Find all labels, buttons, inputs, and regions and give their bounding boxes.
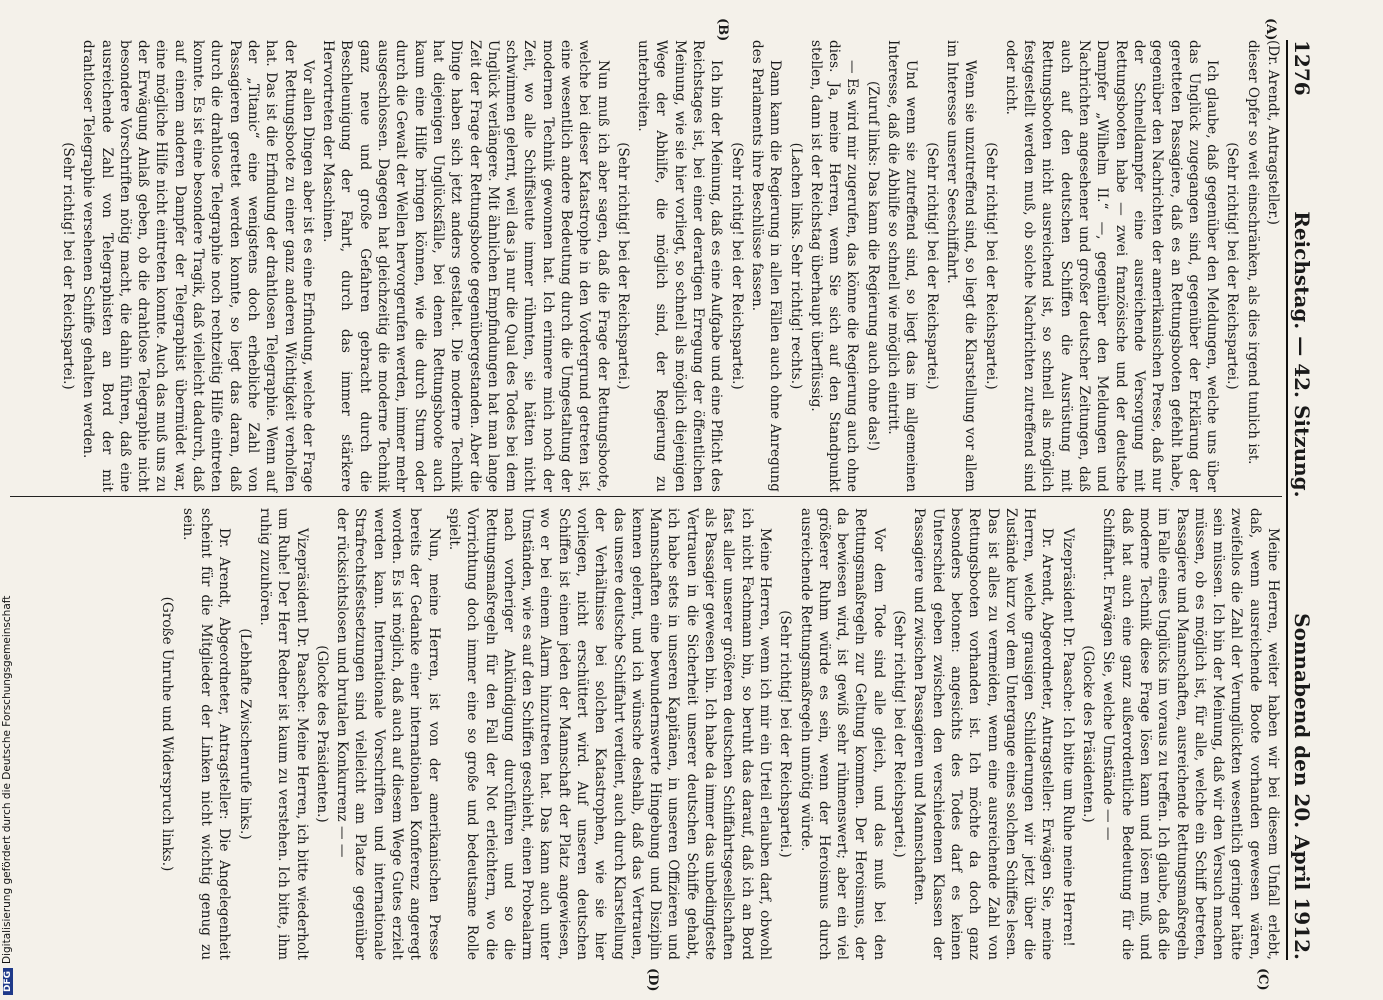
funding-text: Digitalisierung gefördert durch die Deutsche Forschungsgemeinschaft: [1, 595, 13, 964]
interjection-line: (Sehr richtig! bei der Reichspartei.): [923, 142, 940, 390]
paragraph: Vizepräsident Dr. Paasche: Ich bitte um Ruhe meine Herren!: [1059, 528, 1076, 947]
paragraph: Meine Herren, wenn ich mir ein Urteil erlauben darf, obwohl ich nicht Fachmann bin, so beruht das darauf, daß ich an Bord fast aller unserer größeren deutschen Schiffahrtsgesellschaften als Passagier gewesen bin. Ich habe da immer das unbedingteste Vertrauen in die Sicherheit unserer deutschen Schiffe gehabt, ich habe stets in unseren Kapitänen, in unseren Offizieren und Mannschaften eine bewundernswerte Hingebung und Disziplin kennen gelernt, und ich wünsche deshalb, daß das Vertrauen, das unsere deutsche Schiffahrt verdient, auch durch Klarstellung der Verhältnisse bei solchen Katastrophen, wie sie hier vorliegen, nicht erschüttert wird. Auf unseren deutschen Schiffen ist einem jeden der Mannschaft der Platz angewiesen, wo er bei einem Alarm hinzutreten hat. Das kann auch unter Umständen, wie es auf den Schiffen geschieht, einen Probealarm nach vorheriger Ankündigung durchführen und so die Rettungsmaßregeln für den Fall der Not erleichtern, wo die Vorrichtung doch immer eine so große und bedeutsame Rolle spielt.: [445, 508, 773, 960]
paragraph: Vizepräsident Dr. Paasche: Meine Herren, ich bitte wiederholt um Ruhe! Der Herr Redner ist kaum zu verstehen. Ich bitte, ihm ruhig zuzuhören.: [256, 508, 310, 960]
interjection-line: (Sehr richtig! bei der Reichspartei.): [777, 610, 794, 858]
interjection-line: (Zuruf links: Das kann die Regierung auch ohne das!): [864, 80, 881, 452]
left-column: [57, 40, 1282, 492]
paragraph: — Es wird mir zugerufen, das könne die Regierung auch ohne dies. Ja, meine Herren, wenn Sie sich auf den Standpunkt stellen, dann ist der Reichstag überhaupt überflüssig.: [807, 40, 861, 492]
paragraph: Und wenn sie zutreffend sind, so liegt das im allgemeinen Interesse, daß die Abhilfe so schnell wie möglich eintritt.: [885, 40, 920, 492]
margin-marker-c: (C): [1255, 968, 1270, 991]
interjection-line: (Sehr richtig! bei der Reichspartei.): [891, 610, 908, 858]
interjection-line: (Sehr richtig! bei der Reichspartei.): [728, 142, 745, 390]
interjection-line: (Große Unruhe und Widerspruch links.): [159, 596, 176, 872]
margin-marker-a: (A): [1263, 18, 1278, 41]
paragraph: Dr. Arendt, Abgeordneter, Antragsteller: Erwägen Sie, meine Herren, welche grausigen Schilderungen wir jetzt über die Zustände kurz vor dem Untergange eines solchen Schiffes lesen. Das ist alles zu vermeiden, wenn eine ausreichende Zahl von Rettungsbooten vorhanden ist. Ich möchte da doch ganz besonders betonen: angesichts des Todes darf es keinen Unterschied geben zwischen den verschiedenen Klassen der Passagiere und zwischen Passagieren und Mannschaften.: [911, 508, 1056, 960]
page-number: 1276: [1290, 40, 1314, 96]
paragraph: Dann kann die Regierung in allen Fällen auch ohne Anregung des Parlaments ihre Beschlüsse fassen.: [748, 40, 784, 492]
interjection-line: (Sehr richtig! bei der Reichspartei.): [60, 142, 76, 390]
margin-marker-b: (B): [715, 18, 730, 42]
interjection-line: (Sehr richtig! bei der Reichspartei.): [614, 142, 631, 390]
interjection-line: (Glocke des Präsidenten.): [1080, 645, 1097, 823]
funding-note: [1, 596, 13, 995]
interjection-line: (Glocke des Präsidenten.): [313, 645, 330, 823]
paragraph: Dr. Arendt, Abgeordneter, Antragsteller: Die Angelegenheit scheint für die Mitglieder der Linken nicht wichtig genug zu sein.: [179, 508, 233, 960]
interjection-line: (Sehr richtig! bei der Reichspartei.): [982, 142, 999, 390]
paragraph: Wenn sie unzutreffend sind, so liegt die Klarstellung vor allem im Interesse unserer Seeschiffahrt.: [943, 40, 979, 492]
session-date: Sonnabend den 20. April 1912.: [1290, 613, 1314, 960]
session-title: Reichstag. — 42. Sitzung.: [1290, 211, 1314, 498]
paragraph: Nun, meine Herren, ist von der amerikanischen Presse bereits der Gedanke einer internationalen Konferenz angeregt worden. Es ist möglich, daß auch auf diesem Wege Gutes erzielt werden kann. Internationale Vorschriften und internationale Strafrechtsfestsetzungen sind vielleicht am Platze gegenüber der rücksichtslosen und brutalen Konkurrenz — —: [334, 508, 442, 960]
interjection-line: (Lachen links. Sehr richtig! rechts.): [787, 142, 804, 390]
interjection-line: (Sehr richtig! bei der Reichspartei.): [1224, 142, 1241, 390]
paragraph: Ich bin der Meinung, daß es eine Aufgabe und eine Pflicht des Reichstages ist, bei einer derartigen Erregung der öffentlichen Meinung, wie sie hier vorliegt, so schnell als möglich diejenigen Wege der Abhilfe, die möglich sind, der Regierung zu unterbreiten.: [635, 40, 725, 492]
paragraph: Nun muß ich aber sagen, daß die Frage der Rettungsboote, welche bei dieser Katastrophe in den Vordergrund getreten ist, eine wesentlich andere Bedeutung durch die Umgestaltung der modernen Technik gewonnen hat. Ich erinnere mich noch der Zeit, wo alle Schiffsleute immer rühmten, sie hätten nicht schwimmen gelernt, weil das ja nur die Qual des Todes bei dem Unglück verlängere. Mit ähnlichen Empfindungen hat man lange Zeit der Frage der Rettungsboote gegenübergestanden. Aber die Dinge haben sich jetzt anders gestaltet. Die moderne Technik hat diejenigen Unglücksfälle, bei denen Rettungsboote auch kaum eine Hilfe bringen können, wie die durch Sturm oder durch die Gewalt der Wellen hervorgerufen werden, immer mehr ausgeschlossen. Dagegen hat gleichzeitig die moderne Technik ganz neue und große Gefahren gebracht durch die Beschleunigung der Fahrt, durch das immer stärkere Hervortreten der Maschinen.: [320, 40, 611, 492]
paragraph: (Dr. Arendt, Antragsteller.): [1265, 40, 1281, 225]
paragraph: Vor allen Dingen aber ist es eine Erfindung, welche der Frage der Rettungsboote zu einer ganz anderen Wichtigkeit verholfen hat. Das ist die Erfindung der drahtlosen Telegraphie. Wenn auf der „Titanic“ eine wenigstens doch erhebliche Zahl von Passagieren gerettet werden konnte, so liegt das daran, daß durch die drahtlose Telegraphie noch rechtzeitig Hilfe eintreten konnte. Es ist eine besondere Tragik, daß vielleicht dadurch, daß auf einem anderen Dampfer der Telegraphist übermüdet war, eine mögliche Hilfe nicht eintreten konnte. Auch das muß uns zu der Erwägung Anlaß geben, ob die drahtlose Telegraphie nicht besondere Vorschriften nötig macht, die dahin führen, daß eine ausreichende Zahl von Telegraphisten an Bord der mit drahtloser Telegraphie versehenen Schiffe gehalten werden.: [80, 40, 316, 492]
footer-strip: [0, 0, 20, 1000]
paragraph: dieser Opfer so weit einschränken, als dies irgend tunlich ist.: [1244, 40, 1261, 465]
margin-marker-d: (D): [645, 968, 660, 992]
paragraph: Ich glaube, daß gegenüber den Meldungen, welche uns über das Unglück zugegangen sind, gegenüber der Erklärung der geretteten Passagiere, daß es an Rettungsbooten gefehlt habe, gegenüber den Nachrichten der amerikanischen Presse, daß nur der Schnelldampfer eine ausreichende Versorgung mit Rettungsbooten habe — zwei französische und der deutsche Dampfer „Wilhelm II.“ —, gegenüber den Meldungen und Nachrichten angesehener und großer deutscher Zeitungen, daß auch auf den deutschen Schiffen die Ausrüstung mit Rettungsbooten nicht ausreichend ist, so schnell als möglich festgestellt werden muß, ob solche Nachrichten zutreffend sind oder nicht.: [1002, 40, 1221, 492]
interjection-line: (Lebhafte Zwischenrufe links.): [236, 628, 253, 840]
right-column: [156, 508, 1282, 960]
paragraph: Vor dem Tode sind alle gleich, und das muß bei den Rettungsmaßregeln zur Geltung kommen. Der Heroismus, der da bewiesen wird, ist gewiß sehr rühmenswert; aber ein viel größerer Ruhm würde es sein, wenn der Heroismus durch ausreichende Rettungsmaßregeln unnötig würde.: [797, 508, 887, 960]
dfg-logo: DFG: [3, 968, 13, 995]
paragraph: Meine Herren, weiter haben wir bei diesem Unfall erlebt, daß, wenn ausreichende Boote vorhanden gewesen wären, zweifellos die Zahl der Verunglückten wesentlich geringer hätte sein müssen. Ich bin der Meinung, daß wir den Versuch machen müssen, ob es möglich ist, für alle, welche ein Schiff betreten, Passagiere und Mannschaften, ausreichende Rettungsmaßregeln im Falle eines Unglücks im voraus zu treffen. Ich glaube, daß die moderne Technik diese Frage lösen kann und lösen muß, und daß hat auch eine ganz außerordentliche Bedeutung für die Schiffahrt. Erwägen Sie, welche Umstände — —: [1100, 508, 1281, 960]
page-header: [1286, 40, 1320, 960]
column-divider: [10, 496, 1282, 497]
